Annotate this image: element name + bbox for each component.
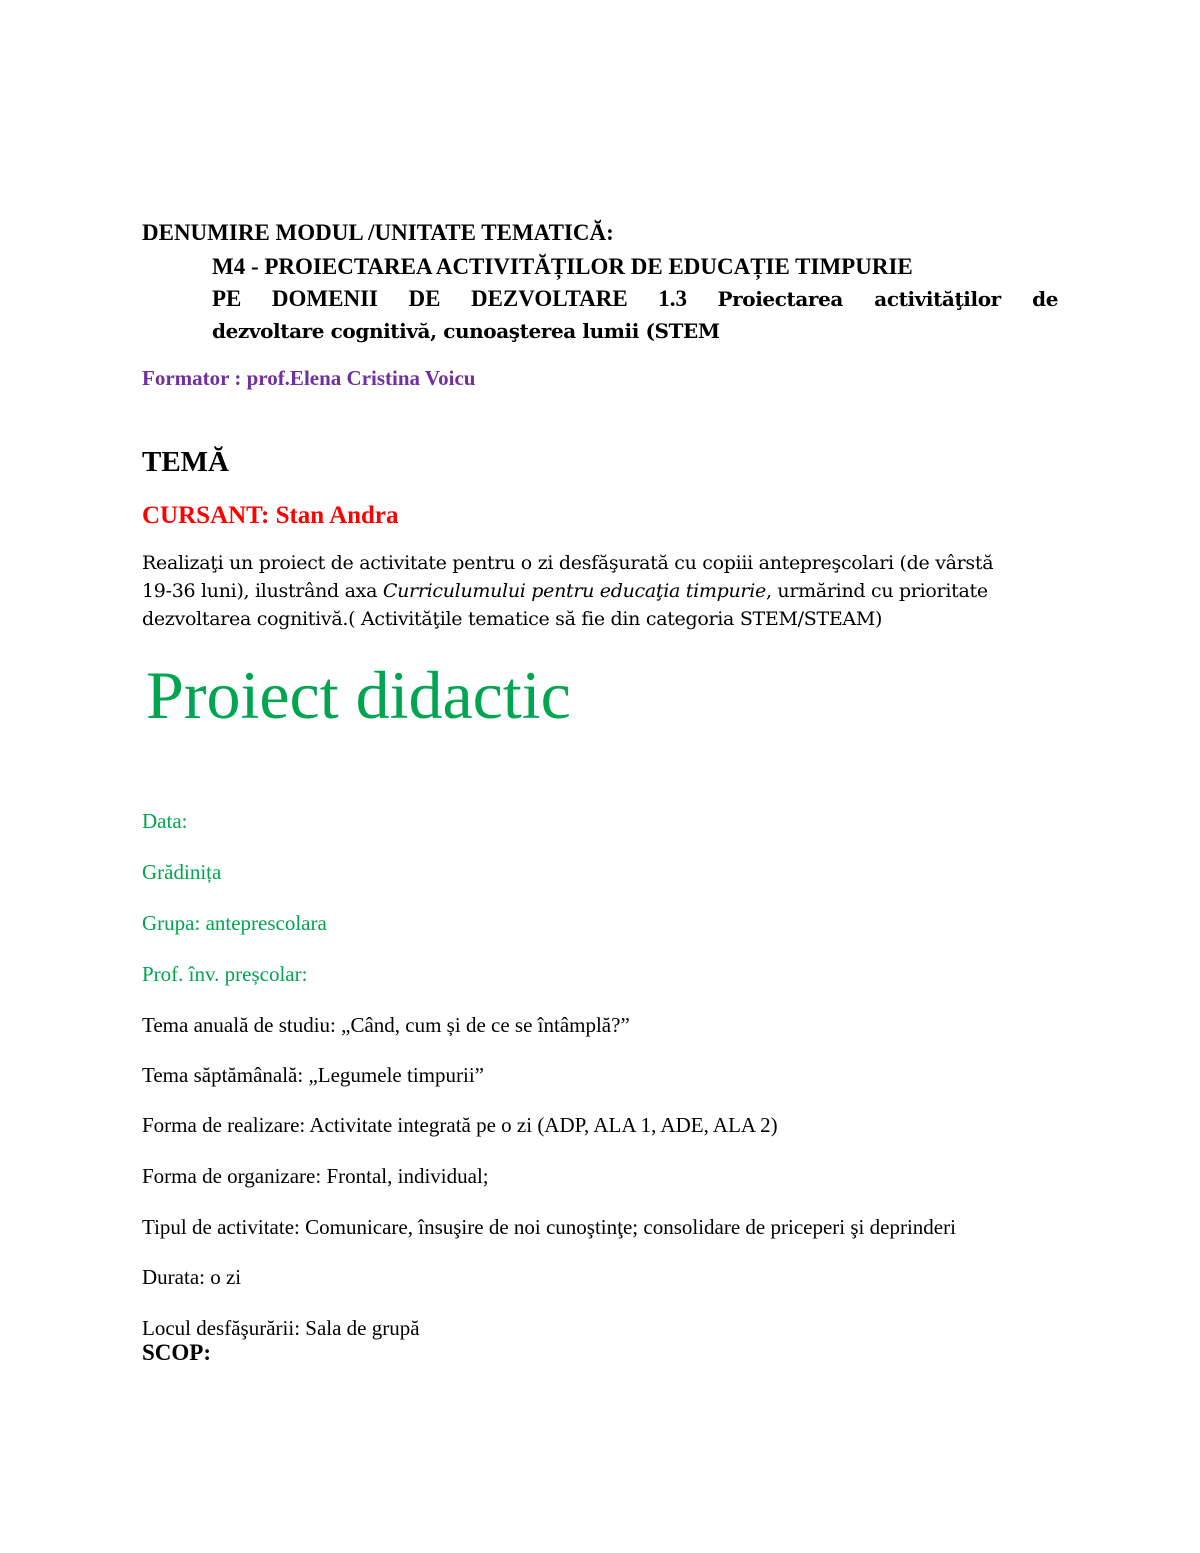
- module-title-block: [212, 251, 1058, 347]
- module-title-line-3: [212, 315, 1058, 347]
- task-line-2: [142, 577, 1062, 605]
- cursant-line: CURSANT: Stan Andra: [142, 502, 399, 529]
- module-title-line-2a: PE DOMENII DE DEZVOLTARE 1.3: [212, 286, 687, 311]
- task-line-2a: 19-36 luni), ilustrând axa: [142, 580, 383, 602]
- field-forma-organizare: Forma de organizare: Frontal, individual;: [142, 1164, 489, 1188]
- scop-heading: SCOP:: [142, 1340, 211, 1365]
- tema-heading: TEMĂ: [142, 446, 229, 478]
- task-paragraph: [142, 549, 1062, 633]
- field-durata: Durata: o zi: [142, 1265, 242, 1289]
- module-title-line-2: [212, 283, 1058, 315]
- field-tema-anuala: Tema anuală de studiu: „Când, cum și de ce se întâmplă?”: [142, 1013, 630, 1037]
- field-grupa: Grupa: anteprescolara: [142, 911, 327, 935]
- module-title-line-2b: Proiectarea activităţilor de: [717, 287, 1059, 311]
- module-heading: DENUMIRE MODUL /UNITATE TEMATICĂ:: [142, 220, 614, 245]
- task-line-2b: , urmărind cu prioritate: [765, 580, 988, 602]
- task-line-1: Realizaţi un proiect de activitate pentru o zi desfăşurată cu copiii antepreşcolari (de vârstă: [142, 552, 994, 574]
- field-gradinita: Grădinița: [142, 860, 222, 884]
- field-prof: Prof. înv. preșcolar:: [142, 962, 308, 986]
- field-locul: Locul desfăşurării: Sala de grupă: [142, 1316, 420, 1340]
- module-title-line-1: M4 - PROIECTAREA ACTIVITĂȚILOR DE EDUCAȚIE TIMPURIE: [212, 254, 913, 279]
- field-data: Data:: [142, 809, 188, 833]
- curriculum-reference: Curriculumului pentru educaţia timpurie: [382, 580, 766, 602]
- module-title-line-3-text: dezvoltare cognitivă, cunoaşterea lumii (STEM: [212, 319, 720, 343]
- field-tema-saptamanala: Tema săptămânală: „Legumele timpurii”: [142, 1063, 484, 1087]
- document-title: Proiect didactic: [146, 657, 571, 733]
- formator-line: Formator : prof.Elena Cristina Voicu: [142, 366, 476, 390]
- field-tipul-activitate: Tipul de activitate: Comunicare, însuşire de noi cunoştinţe; consolidare de priceperi şi deprinderi: [142, 1215, 956, 1239]
- task-line-3: dezvoltarea cognitivă.( Activităţile tematice să fie din categoria STEM/STEAM): [142, 608, 883, 630]
- field-forma-realizare: Forma de realizare: Activitate integrată pe o zi (ADP, ALA 1, ADE, ALA 2): [142, 1113, 778, 1137]
